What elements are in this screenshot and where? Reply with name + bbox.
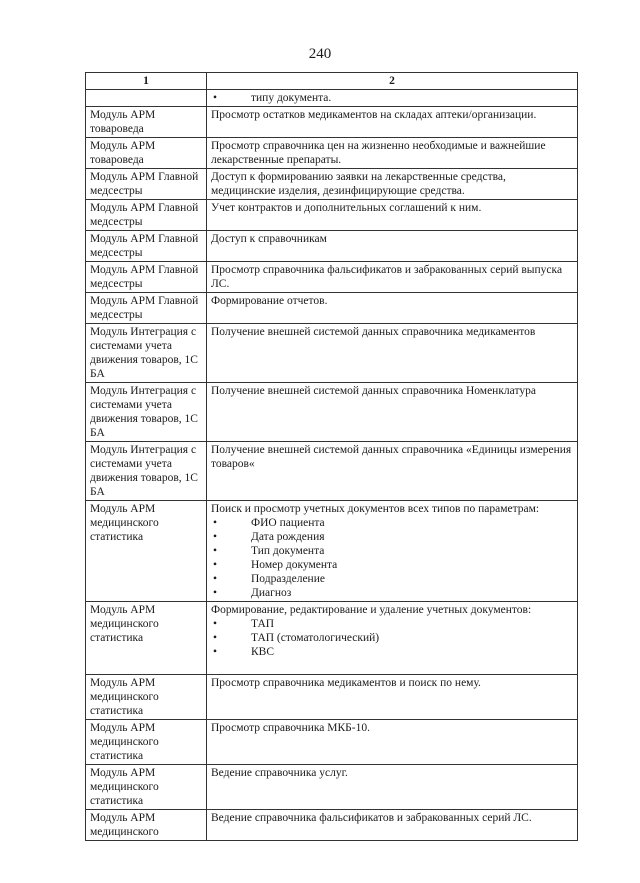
- table-row: [86, 169, 578, 200]
- module-cell: Модуль АРМ товароведа: [86, 107, 207, 138]
- function-cell: [207, 324, 578, 383]
- function-text: Просмотр справочника фальсификатов и забракованных серий выпуска ЛС.: [211, 264, 563, 290]
- module-cell: Модуль АРМ медицинского статистика: [86, 675, 207, 720]
- table-row: [86, 442, 578, 501]
- bullet-text: типу документа.: [251, 92, 332, 104]
- function-text: Доступ к справочникам: [211, 233, 327, 245]
- bullet-text: Номер документа: [251, 559, 338, 571]
- bullet-text: КВС: [251, 646, 275, 658]
- module-cell: Модуль АРМ Главной медсестры: [86, 293, 207, 324]
- list-item: [211, 558, 573, 572]
- function-cell: [207, 810, 578, 841]
- bullet-icon: •: [213, 559, 218, 571]
- function-cell: [207, 293, 578, 324]
- function-text: Учет контрактов и дополнительных соглашений к ним.: [211, 202, 482, 214]
- list-item: [211, 544, 573, 558]
- function-cell: [207, 602, 578, 675]
- function-text: Просмотр справочника МКБ-10.: [211, 722, 370, 734]
- module-cell: Модуль АРМ медицинского статистика: [86, 765, 207, 810]
- function-cell: [207, 231, 578, 262]
- bullet-text: Тип документа: [251, 545, 325, 557]
- module-cell: Модуль АРМ Главной медсестры: [86, 200, 207, 231]
- bullet-icon: •: [213, 573, 218, 585]
- functions-table: [85, 72, 578, 841]
- function-text: Просмотр остатков медикаментов на складах аптеки/организации.: [211, 109, 537, 121]
- function-text: Формирование, редактирование и удаление учетных документов:: [211, 604, 532, 616]
- function-text: Получение внешней системой данных справочника медикаментов: [211, 326, 536, 338]
- function-text: Просмотр справочника цен на жизненно необходимые и важнейшие лекарственные препараты.: [211, 140, 546, 166]
- function-text: Формирование отчетов.: [211, 295, 328, 307]
- function-cell: [207, 107, 578, 138]
- function-cell: [207, 720, 578, 765]
- function-cell: [207, 262, 578, 293]
- function-cell: [207, 138, 578, 169]
- module-cell: Модуль АРМ Главной медсестры: [86, 262, 207, 293]
- function-cell: [207, 169, 578, 200]
- bullet-text: Диагноз: [251, 587, 292, 599]
- module-cell: Модуль АРМ медицинского статистика: [86, 720, 207, 765]
- module-cell: Модуль АРМ Главной медсестры: [86, 231, 207, 262]
- function-cell: [207, 765, 578, 810]
- bullet-icon: •: [213, 618, 218, 630]
- bullet-text: ТАП: [251, 618, 275, 630]
- bullet-icon: •: [213, 632, 218, 644]
- table-row: [86, 107, 578, 138]
- table-row: [86, 720, 578, 765]
- bullet-icon: •: [213, 92, 218, 104]
- spacer: [211, 659, 573, 673]
- table-row: [86, 200, 578, 231]
- function-cell: [207, 442, 578, 501]
- module-cell: Модуль АРМ медицинского: [86, 810, 207, 841]
- function-cell: [207, 200, 578, 231]
- function-cell: [207, 675, 578, 720]
- bullet-text: Дата рождения: [251, 531, 325, 543]
- table-row: [86, 810, 578, 841]
- function-cell: [207, 90, 578, 107]
- table-row: [86, 675, 578, 720]
- table-row: [86, 262, 578, 293]
- list-item: [211, 530, 573, 544]
- bullet-list: [211, 516, 573, 600]
- list-item: [211, 91, 573, 105]
- function-text: Ведение справочника услуг.: [211, 767, 348, 779]
- table-body: [86, 73, 578, 841]
- header-col-2: 2: [207, 73, 578, 90]
- function-text: Получение внешней системой данных справочника Номенклатура: [211, 385, 536, 397]
- list-item: [211, 631, 573, 645]
- bullet-text: Подразделение: [251, 573, 325, 585]
- module-cell: Модуль Интеграция с системами учета движения товаров, 1С БА: [86, 383, 207, 442]
- list-item: [211, 617, 573, 631]
- table-row: [86, 501, 578, 602]
- module-cell: Модуль Интеграция с системами учета движения товаров, 1С БА: [86, 324, 207, 383]
- bullet-icon: •: [213, 545, 218, 557]
- function-text: Доступ к формированию заявки на лекарственные средства, медицинские изделия, дезинфицирующие средства.: [211, 171, 506, 197]
- bullet-icon: •: [213, 531, 218, 543]
- list-item: [211, 645, 573, 659]
- bullet-list: [211, 617, 573, 659]
- module-cell: Модуль АРМ медицинского статистика: [86, 501, 207, 602]
- table-row: [86, 383, 578, 442]
- page-number: 240: [308, 46, 332, 62]
- list-item: [211, 516, 573, 530]
- function-text: Ведение справочника фальсификатов и забракованных серий ЛС.: [211, 812, 532, 824]
- module-cell: Модуль АРМ Главной медсестры: [86, 169, 207, 200]
- module-cell: Модуль Интеграция с системами учета движения товаров, 1С БА: [86, 442, 207, 501]
- function-text: Получение внешней системой данных справочника «Единицы измерения товаров«: [211, 444, 572, 470]
- function-text: Просмотр справочника медикаментов и поиск по нему.: [211, 677, 481, 689]
- table-row: [86, 765, 578, 810]
- table-row: [86, 324, 578, 383]
- function-cell: [207, 383, 578, 442]
- module-cell: Модуль АРМ медицинского статистика: [86, 602, 207, 675]
- table-row: [86, 231, 578, 262]
- bullet-text: ТАП (стоматологический): [251, 632, 380, 644]
- bullet-text: ФИО пациента: [251, 517, 325, 529]
- table-row: [86, 90, 578, 107]
- module-cell: [86, 90, 207, 107]
- table-row: [86, 138, 578, 169]
- table-header-row: [86, 73, 578, 90]
- bullet-icon: •: [213, 587, 218, 599]
- list-item: [211, 586, 573, 600]
- header-col-1: 1: [86, 73, 207, 90]
- table-row: [86, 602, 578, 675]
- list-item: [211, 572, 573, 586]
- module-cell: Модуль АРМ товароведа: [86, 138, 207, 169]
- table-row: [86, 293, 578, 324]
- function-cell: [207, 501, 578, 602]
- function-text: Поиск и просмотр учетных документов всех типов по параметрам:: [211, 503, 540, 515]
- bullet-icon: •: [213, 517, 218, 529]
- bullet-list: [211, 91, 573, 105]
- bullet-icon: •: [213, 646, 218, 658]
